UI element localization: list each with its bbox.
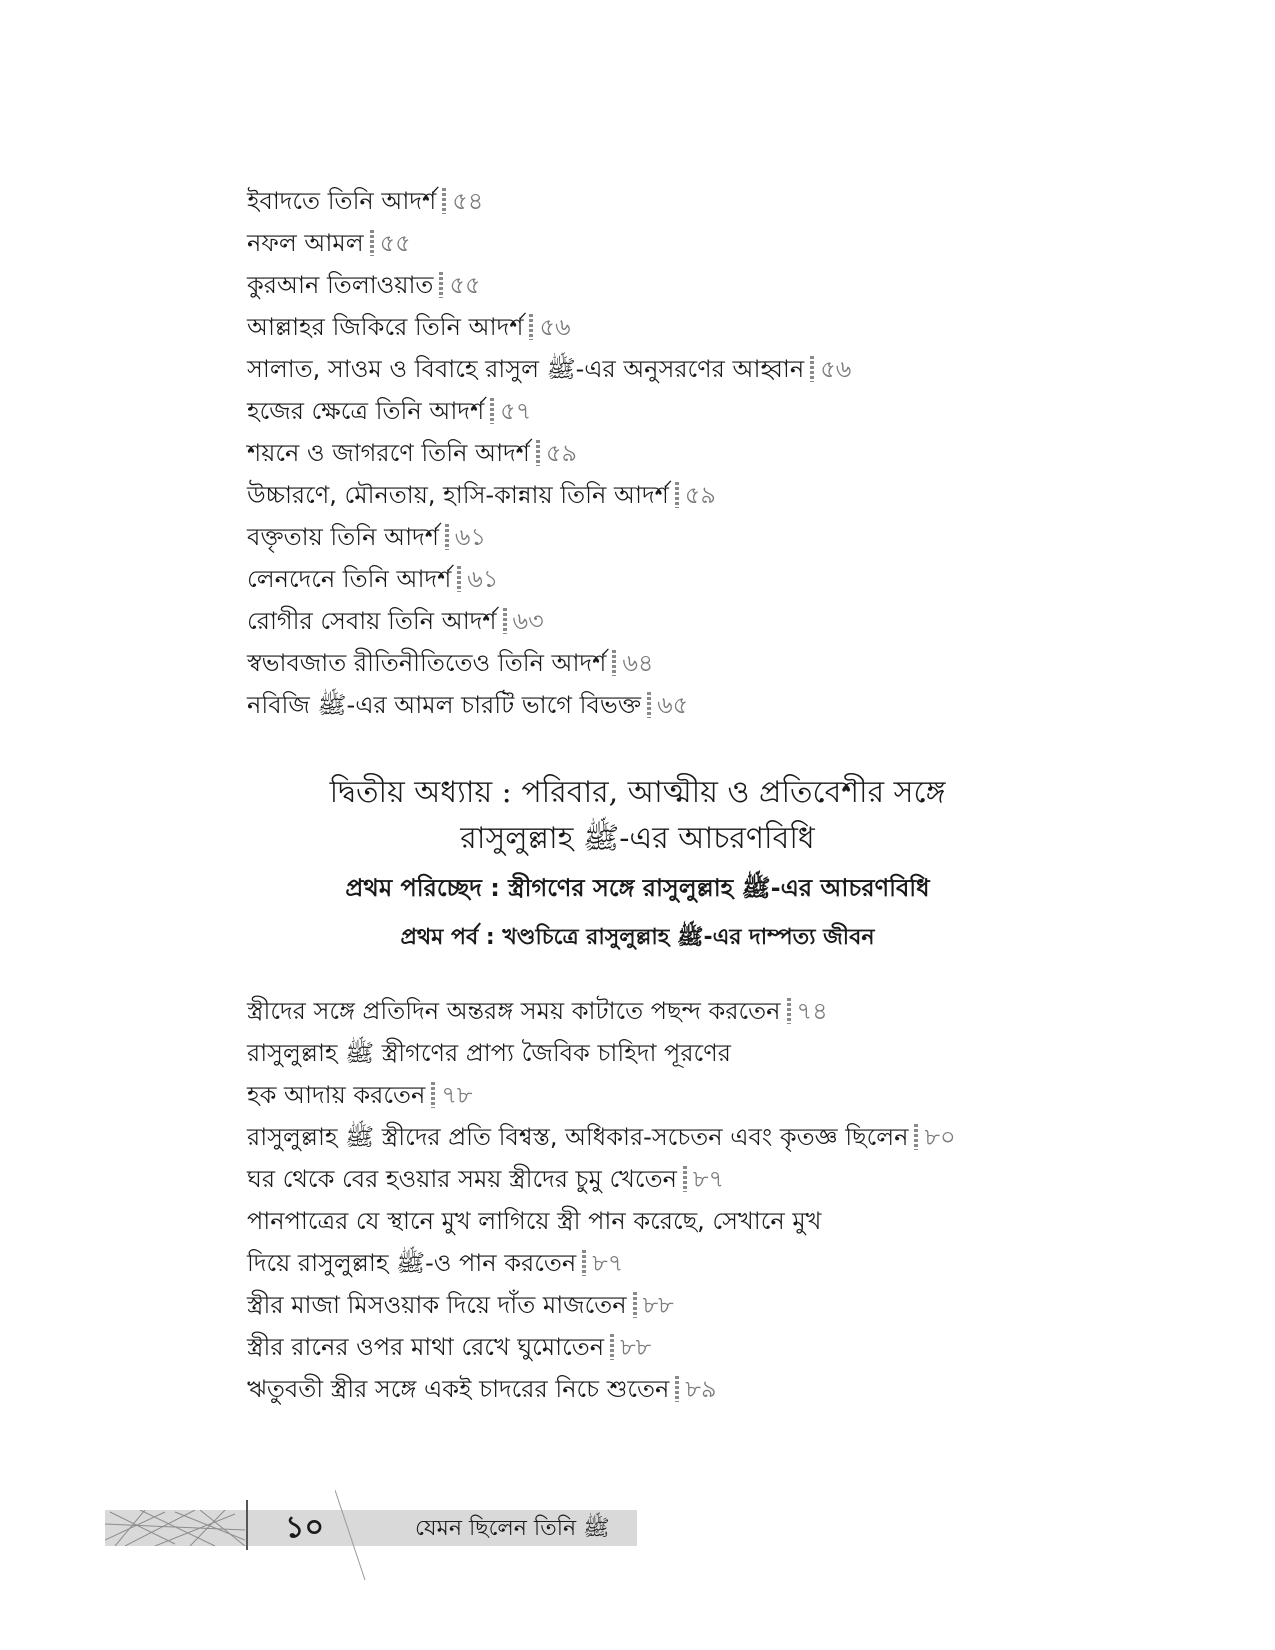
separator-icon [445, 524, 449, 550]
toc-entry[interactable] [247, 222, 1087, 264]
toc-entry-text: ইবাদতে তিনি আদর্শ [247, 187, 437, 215]
toc-page-number: ৮৯ [685, 1375, 717, 1403]
toc-entry[interactable] [247, 348, 1087, 390]
footer-divider [246, 1500, 248, 1550]
toc-entry-text: দিয়ে রাসুলুল্লাহ ﷺ-ও পান করতেন [247, 1249, 577, 1277]
toc-entry-text: স্ত্রীর মাজা মিসওয়াক দিয়ে দাঁত মাজতেন [247, 1291, 627, 1319]
toc-entry-text: রাসুলুল্লাহ ﷺ স্ত্রীগণের প্রাপ্য জৈবিক চাহিদা পূরণের [247, 1039, 731, 1067]
toc-page-number: ৫৪ [452, 187, 484, 215]
separator-icon [810, 356, 814, 382]
toc-entry[interactable] [247, 1284, 1087, 1326]
toc-entry-text: বক্তৃতায় তিনি আদর্শ [247, 523, 439, 551]
toc-entry[interactable] [247, 1200, 1087, 1242]
chapter-heading-line2: রাসুলুল্লাহ ﷺ-এর আচরণবিধি [460, 821, 815, 856]
toc-entry[interactable] [247, 1368, 1087, 1410]
toc-page-number: ৫৯ [545, 439, 578, 467]
toc-entry[interactable] [247, 642, 1087, 684]
toc-page-number: ৭৪ [796, 997, 828, 1025]
chapter-heading [160, 770, 1115, 862]
footer-page-number: ১০ [285, 1510, 324, 1545]
toc-page-number: ৭৮ [441, 1081, 473, 1109]
toc-page-number: ৬১ [467, 565, 499, 593]
toc-entry[interactable] [247, 264, 1087, 306]
separator-icon [787, 998, 791, 1024]
toc-page-number: ৫৬ [539, 313, 571, 341]
toc-entry[interactable] [247, 516, 1087, 558]
toc-entry-text: স্ত্রীদের সঙ্গে প্রতিদিন অন্তরঙ্গ সময় কাটাতে পছন্দ করতেন [247, 997, 781, 1025]
separator-icon [457, 566, 461, 592]
separator-icon [370, 230, 374, 256]
separator-icon [610, 1334, 614, 1360]
toc-entry[interactable] [247, 990, 1087, 1032]
toc-page-number: ৮৭ [692, 1165, 725, 1193]
toc-entry-text: আল্লাহর জিকিরে তিনি আদর্শ [247, 313, 524, 341]
separator-icon [439, 272, 443, 298]
toc-entry-text: ঋতুবতী স্ত্রীর সঙ্গে একই চাদরের নিচে শুতেন [247, 1375, 670, 1403]
toc-list-bottom [247, 990, 1087, 1410]
separator-icon [442, 188, 446, 214]
toc-entry-text: ঘর থেকে বের হওয়ার সময় স্ত্রীদের চুমু খেতেন [247, 1165, 677, 1193]
toc-page-number: ৬৩ [512, 607, 544, 635]
separator-icon [675, 482, 679, 508]
footer-book-title: যেমন ছিলেন তিনি ﷺ [415, 1516, 610, 1541]
toc-entry[interactable] [247, 558, 1087, 600]
toc-entry-text: স্ত্রীর রানের ওপর মাথা রেখে ঘুমোতেন [247, 1333, 605, 1361]
toc-page-number: ৫৭ [500, 397, 532, 425]
toc-entry-text: কুরআন তিলাওয়াত [247, 271, 434, 299]
toc-entry[interactable] [247, 1074, 1087, 1116]
toc-entry[interactable] [247, 1116, 1087, 1158]
toc-entry[interactable] [247, 390, 1087, 432]
toc-entry-text: উচ্চারণে, মৌনতায়, হাসি-কান্নায় তিনি আদর্শ [247, 481, 669, 509]
toc-page-number: ৬১ [454, 523, 487, 551]
toc-page-number: ৮০ [924, 1123, 956, 1151]
toc-entry[interactable] [247, 474, 1087, 516]
toc-entry[interactable] [247, 1032, 1087, 1074]
separator-icon [633, 1292, 637, 1318]
separator-icon [490, 398, 494, 424]
separator-icon [529, 314, 533, 340]
chapter-heading-line1: দ্বিতীয় অধ্যায় : পরিবার, আত্মীয় ও প্রতিবেশীর সঙ্গে [329, 775, 946, 810]
toc-entry[interactable] [247, 180, 1087, 222]
separator-icon [503, 608, 507, 634]
toc-entry[interactable] [247, 600, 1087, 642]
toc-entry-text: হক আদায় করতেন [247, 1081, 426, 1109]
toc-page-number: ৮৮ [620, 1333, 652, 1361]
toc-entry-text: পানপাত্রের যে স্থানে মুখ লাগিয়ে স্ত্রী পান করেছে, সেখানে মুখ [247, 1207, 822, 1235]
toc-page-number: ৮৮ [642, 1291, 674, 1319]
toc-entry-text: রাসুলুল্লাহ ﷺ স্ত্রীদের প্রতি বিশ্বস্ত, অধিকার-সচেতন এবং কৃতজ্ঞ ছিলেন [247, 1123, 909, 1151]
toc-entry-text: শয়নে ও জাগরণে তিনি আদর্শ [247, 439, 530, 467]
toc-entry[interactable] [247, 432, 1087, 474]
toc-entry[interactable] [247, 684, 1087, 726]
toc-list-top [247, 180, 1087, 726]
toc-entry-text: লেনদেনে তিনি আদর্শ [247, 565, 452, 593]
toc-entry-text: রোগীর সেবায় তিনি আদর্শ [247, 607, 497, 635]
toc-entry[interactable] [247, 1326, 1087, 1368]
separator-icon [683, 1166, 687, 1192]
separator-icon [675, 1376, 679, 1402]
separator-icon [914, 1124, 918, 1150]
toc-page-number: ৬৪ [622, 649, 654, 677]
footer-slash-line [335, 1490, 395, 1580]
separator-icon [582, 1250, 586, 1276]
toc-entry-text: হজের ক্ষেত্রে তিনি আদর্শ [247, 397, 485, 425]
footer-pattern-icon [105, 1510, 245, 1546]
toc-page-number: ৫৬ [820, 355, 852, 383]
toc-entry[interactable] [247, 1242, 1087, 1284]
toc-entry-text: স্বভাবজাত রীতিনীতিতেও তিনি আদর্শ [247, 649, 607, 677]
toc-entry-text: সালাত, সাওম ও বিবাহে রাসুল ﷺ-এর অনুসরণের আহ্বান [247, 355, 805, 383]
toc-page-number: ৫৫ [379, 229, 411, 257]
toc-page-number: ৫৫ [449, 271, 481, 299]
section-heading: প্রথম পরিচ্ছেদ : স্ত্রীগণের সঙ্গে রাসুলুল্লাহ ﷺ-এর আচরণবিধি [345, 874, 930, 902]
separator-icon [536, 440, 540, 466]
toc-page-number: ৬৫ [657, 691, 689, 719]
toc-entry[interactable] [247, 306, 1087, 348]
toc-entry-text: নফল আমল [247, 229, 364, 257]
toc-entry[interactable] [247, 1158, 1087, 1200]
toc-page-number: ৮৭ [592, 1249, 624, 1277]
toc-entry-text: নবিজি ﷺ-এর আমল চারটি ভাগে বিভক্ত [247, 691, 642, 719]
separator-icon [612, 650, 616, 676]
toc-page-number: ৫৯ [684, 481, 716, 509]
subsection-heading: প্রথম পর্ব : খণ্ডচিত্রে রাসুলুল্লাহ ﷺ-এর দাম্পত্য জীবন [400, 925, 875, 950]
separator-icon [431, 1082, 435, 1108]
separator-icon [647, 692, 651, 718]
